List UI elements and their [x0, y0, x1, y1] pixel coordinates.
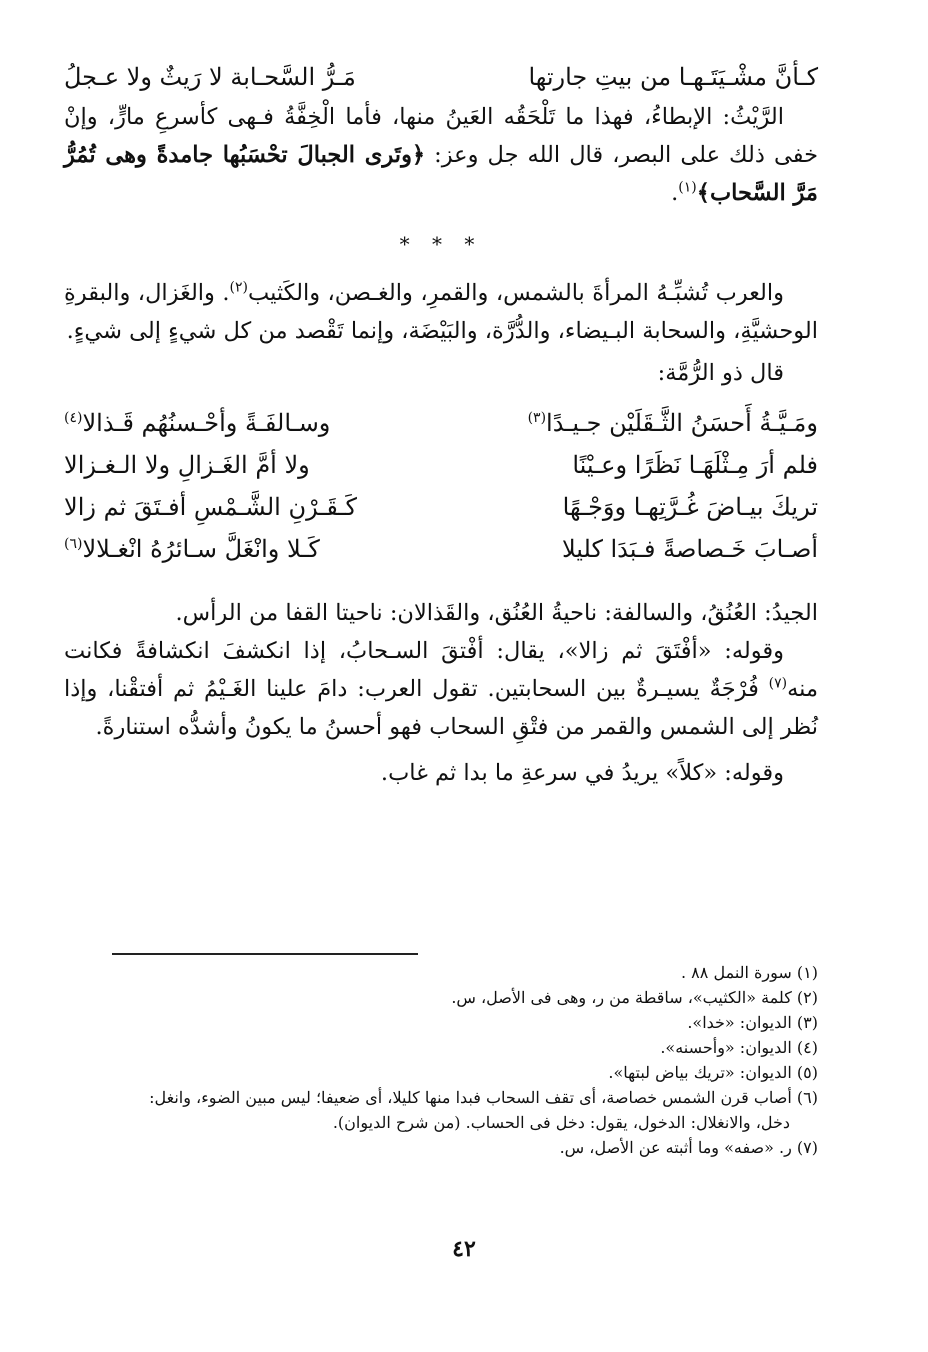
verse-second-hemistich: كَـقَـرْنِ الشَّـمْسِ أفـتَقَ ثم زالا — [64, 493, 357, 521]
top-verse — [64, 58, 818, 98]
paragraph-text: وقوله: «أفْتَقَ ثم زالا»، يقال: أفْتقَ السـحابُ، إذا انكشفَ انكشافةً فكانت منه — [64, 638, 818, 702]
footnote: (٦) أصاب قرن الشمس خصاصة، أى تقف السحاب فبدا منها كليلا، أى ضعيفا؛ ليس مبين الضوء، وانغل: — [149, 1088, 818, 1107]
footnote: (٥) الديوان: «تريك بياض لبتها». — [608, 1063, 818, 1082]
verse-first-hemistich: تريكَ بيـاضَ غُـرَّتِهـا ووَجْـهًا — [562, 493, 818, 521]
poem — [64, 402, 818, 570]
verse-first-hemistich: أصـابَ خَـصاصةً فـبَدَا كليلا — [561, 535, 818, 563]
footnote: (٢) كلمة «الكثيب»، ساقطة من ر، وهى فى الأصل، س. — [451, 988, 818, 1007]
verse-second-hemistich: ولا أمَّ الغَـزالِ ولا الـغـزالا — [64, 451, 310, 479]
paragraph-similes — [64, 274, 818, 350]
paragraph-text: الرَّيْثُ: الإبطاءُ، فهذا ما تَلْحَقُه العَينُ منها، فأما الْخِفَّةُ فـهى كأسرعِ مارٍّ، وإنْ خفى ذلك على البصر، قال الله جل وعز: — [64, 104, 818, 168]
paragraph-closing: وقوله: «كلاً» يريدُ في سرعةِ ما بدا ثم غاب. — [380, 760, 784, 786]
footnote-ref: (٤) — [64, 410, 83, 426]
paragraph-text: والعرب تُشبِّـهُ المرأةَ بالشمس، والقمرِ، والغـصن، والكَثيب — [248, 280, 784, 306]
verse-first-hemistich: ومَـيَّـةُ أَحسَنُ الثَّـقَلَيْن جـيـدًا$^{(٣)}$ — [527, 409, 818, 437]
footnote: (١) سورة النمل ٨٨ . — [681, 963, 818, 982]
footnote: (٤) الديوان: «وأحسنه». — [660, 1038, 818, 1057]
footnote-ref: (٣) — [527, 410, 547, 426]
paragraph-explanation — [64, 98, 818, 212]
verse-first-hemistich: كـأنَّ مشْـيَتَـهـا من بيتِ جارتها — [528, 63, 818, 91]
poem-verse — [64, 444, 818, 486]
verse-first-hemistich: فلم أرَ مِـثْلَهَـا نَظَرًا وعـيْنًا — [572, 451, 818, 479]
verse-second-hemistich: وسـالفَـةً وأحْـسنُهُم قَـذالا$^{(٤)}$ — [64, 409, 331, 437]
verse-second-hemistich: مَـرُّ السَّحـابة لا رَيثٌ ولا عـجلُ — [64, 63, 356, 91]
footnote-continuation: دخل، والانغلال: الدخول، يقول: دخل فى الحساب. (من شرح الديوان). — [332, 1113, 790, 1132]
paragraph-commentary — [64, 632, 818, 746]
footnote-ref-7: (٧) — [768, 675, 788, 692]
paragraph-text-cont: . والغَزال، والبقرةِ الوحشيَّةِ، والسحابة البـيضاء، والدُّرَّة، والبَيْضَة، وإنما تَقْصد من كل شيءٍ إلى شيءٍ. — [64, 280, 818, 344]
paragraph-end: . — [671, 180, 679, 206]
poem-verse — [64, 402, 818, 444]
poem-verse — [64, 486, 818, 528]
footnote-ref: (٦) — [64, 536, 83, 552]
paragraph-glossary: الجيدُ: العُنُقُ، والسالفة: ناحيةُ العُنُق، والقَذالان: ناحيتا القفا من الرأس. — [175, 600, 818, 626]
footnotes — [80, 960, 818, 1160]
page-body — [64, 58, 818, 792]
section-separator: * * * — [399, 232, 483, 256]
footnote: (٧) ر. «صفه» وما أثبته عن الأصل، س. — [559, 1138, 818, 1157]
page-number: ٤٢ — [452, 1236, 476, 1262]
footnote-ref-1: (١) — [678, 179, 697, 196]
quran-quote: ﴿وتَرى الجبالَ تحْسَبُها جامدةً وهى تُمُرُّ مَرَّ السَّحاب﴾ — [64, 142, 818, 206]
footnote: (٣) الديوان: «خدا». — [687, 1013, 818, 1032]
footnote-ref-2: (٢) — [229, 279, 248, 296]
poem-verse — [64, 528, 818, 570]
verse-second-hemistich: كَـلا وانْغَلَّ سـائرُهُ انْغـلالا$^{(٦)}$ — [64, 535, 320, 563]
poem-intro: قال ذو الرُّمَّة: — [657, 360, 784, 386]
paragraph-text-cont: فُرْجَةٌ يسيـرةٌ بين السحابتين. تقول العرب: دامَ علينا الغَـيْمُ ثم أفتقْنا، وإذا نُظر إلى الشمس والقمر من فتْقِ السحاب فهو أحسنُ ما يكونُ وأشدُّه استنارةً. — [64, 676, 818, 740]
footnote-divider — [112, 953, 418, 955]
